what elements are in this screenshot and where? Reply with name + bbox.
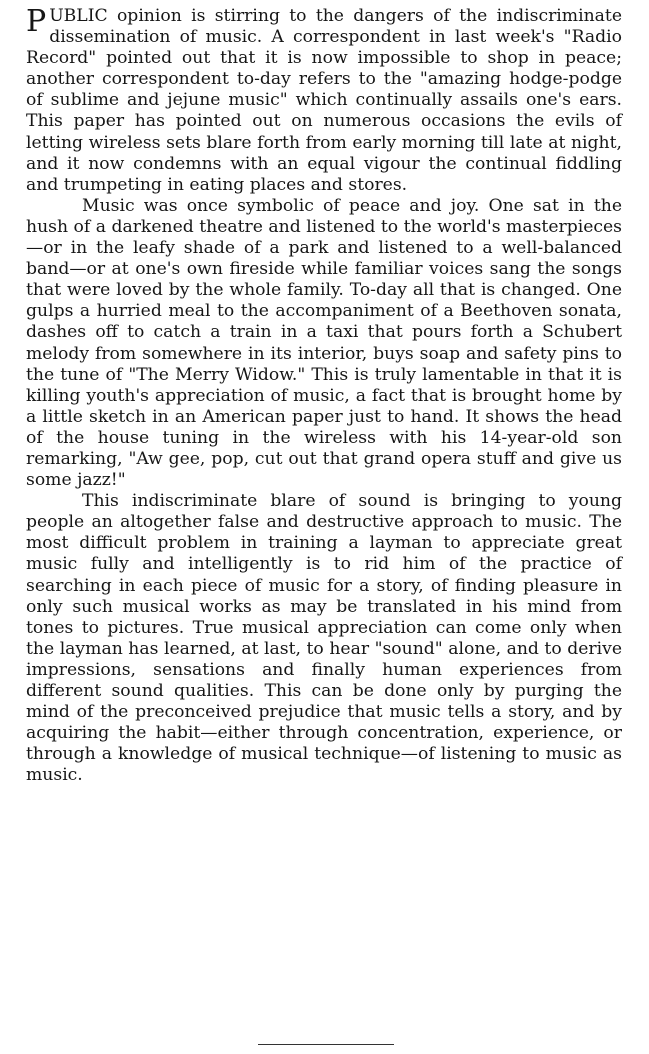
- end-rule: [258, 1044, 394, 1045]
- paragraph-1-text: UBLIC opinion is stirring to the dangers of the indiscriminate dissemination of music. A correspondent in last week's "Radio Record" pointed out that it is now impossible to shop in peace; another correspondent to-day refers to the "amazing hodge-podge of sublime and jejune music" which continually assails one's ears. This paper has pointed out on numerous occasions the evils of letting wireless sets blare forth from early morning till late at night, and it now condemns with an equal vigour the continual fiddling and trumpeting in eating places and stores.: [26, 6, 622, 195]
- article-column: [26, 6, 622, 786]
- article-paragraph-3: This indiscriminate blare of sound is bringing to young people an altogether false and destructive approach to music. The most difficult problem in training a layman to appreciate great music fully and intelligently is to rid him of the practice of searching in each piece of music for a story, of finding pleasure in only such musical works as may be translated in his mind from tones to pictures. True musical appreciation can come only when the layman has learned, at last, to hear "sound" alone, and to derive impressions, sensations and finally human experiences from different sound qualities. This can be done only by purging the mind of the preconceived prejudice that music tells a story, and by acquiring the habit—either through concentration, experience, or through a knowledge of musical technique—of listening to music as music.: [26, 491, 622, 786]
- drop-cap: P: [26, 4, 47, 39]
- article-paragraph-2: Music was once symbolic of peace and joy. One sat in the hush of a darkened theatre and listened to the world's masterpieces—or in the leafy shade of a park and listened to a well-balanced band—or at one's own fireside while familiar voices sang the songs that were loved by the whole family. To-day all that is changed. One gulps a hurried meal to the accompaniment of a Beethoven sonata, dashes off to catch a train in a taxi that pours forth a Schubert melody from somewhere in its interior, buys soap and safety pins to the tune of "The Merry Widow." This is truly lamentable in that it is killing youth's appreciation of music, a fact that is brought home by a little sketch in an American paper just to hand. It shows the head of the house tuning in the wireless with his 14-year-old son remarking, "Aw gee, pop, cut out that grand opera stuff and give us some jazz!": [26, 195, 622, 491]
- article-paragraph-1: [26, 6, 622, 196]
